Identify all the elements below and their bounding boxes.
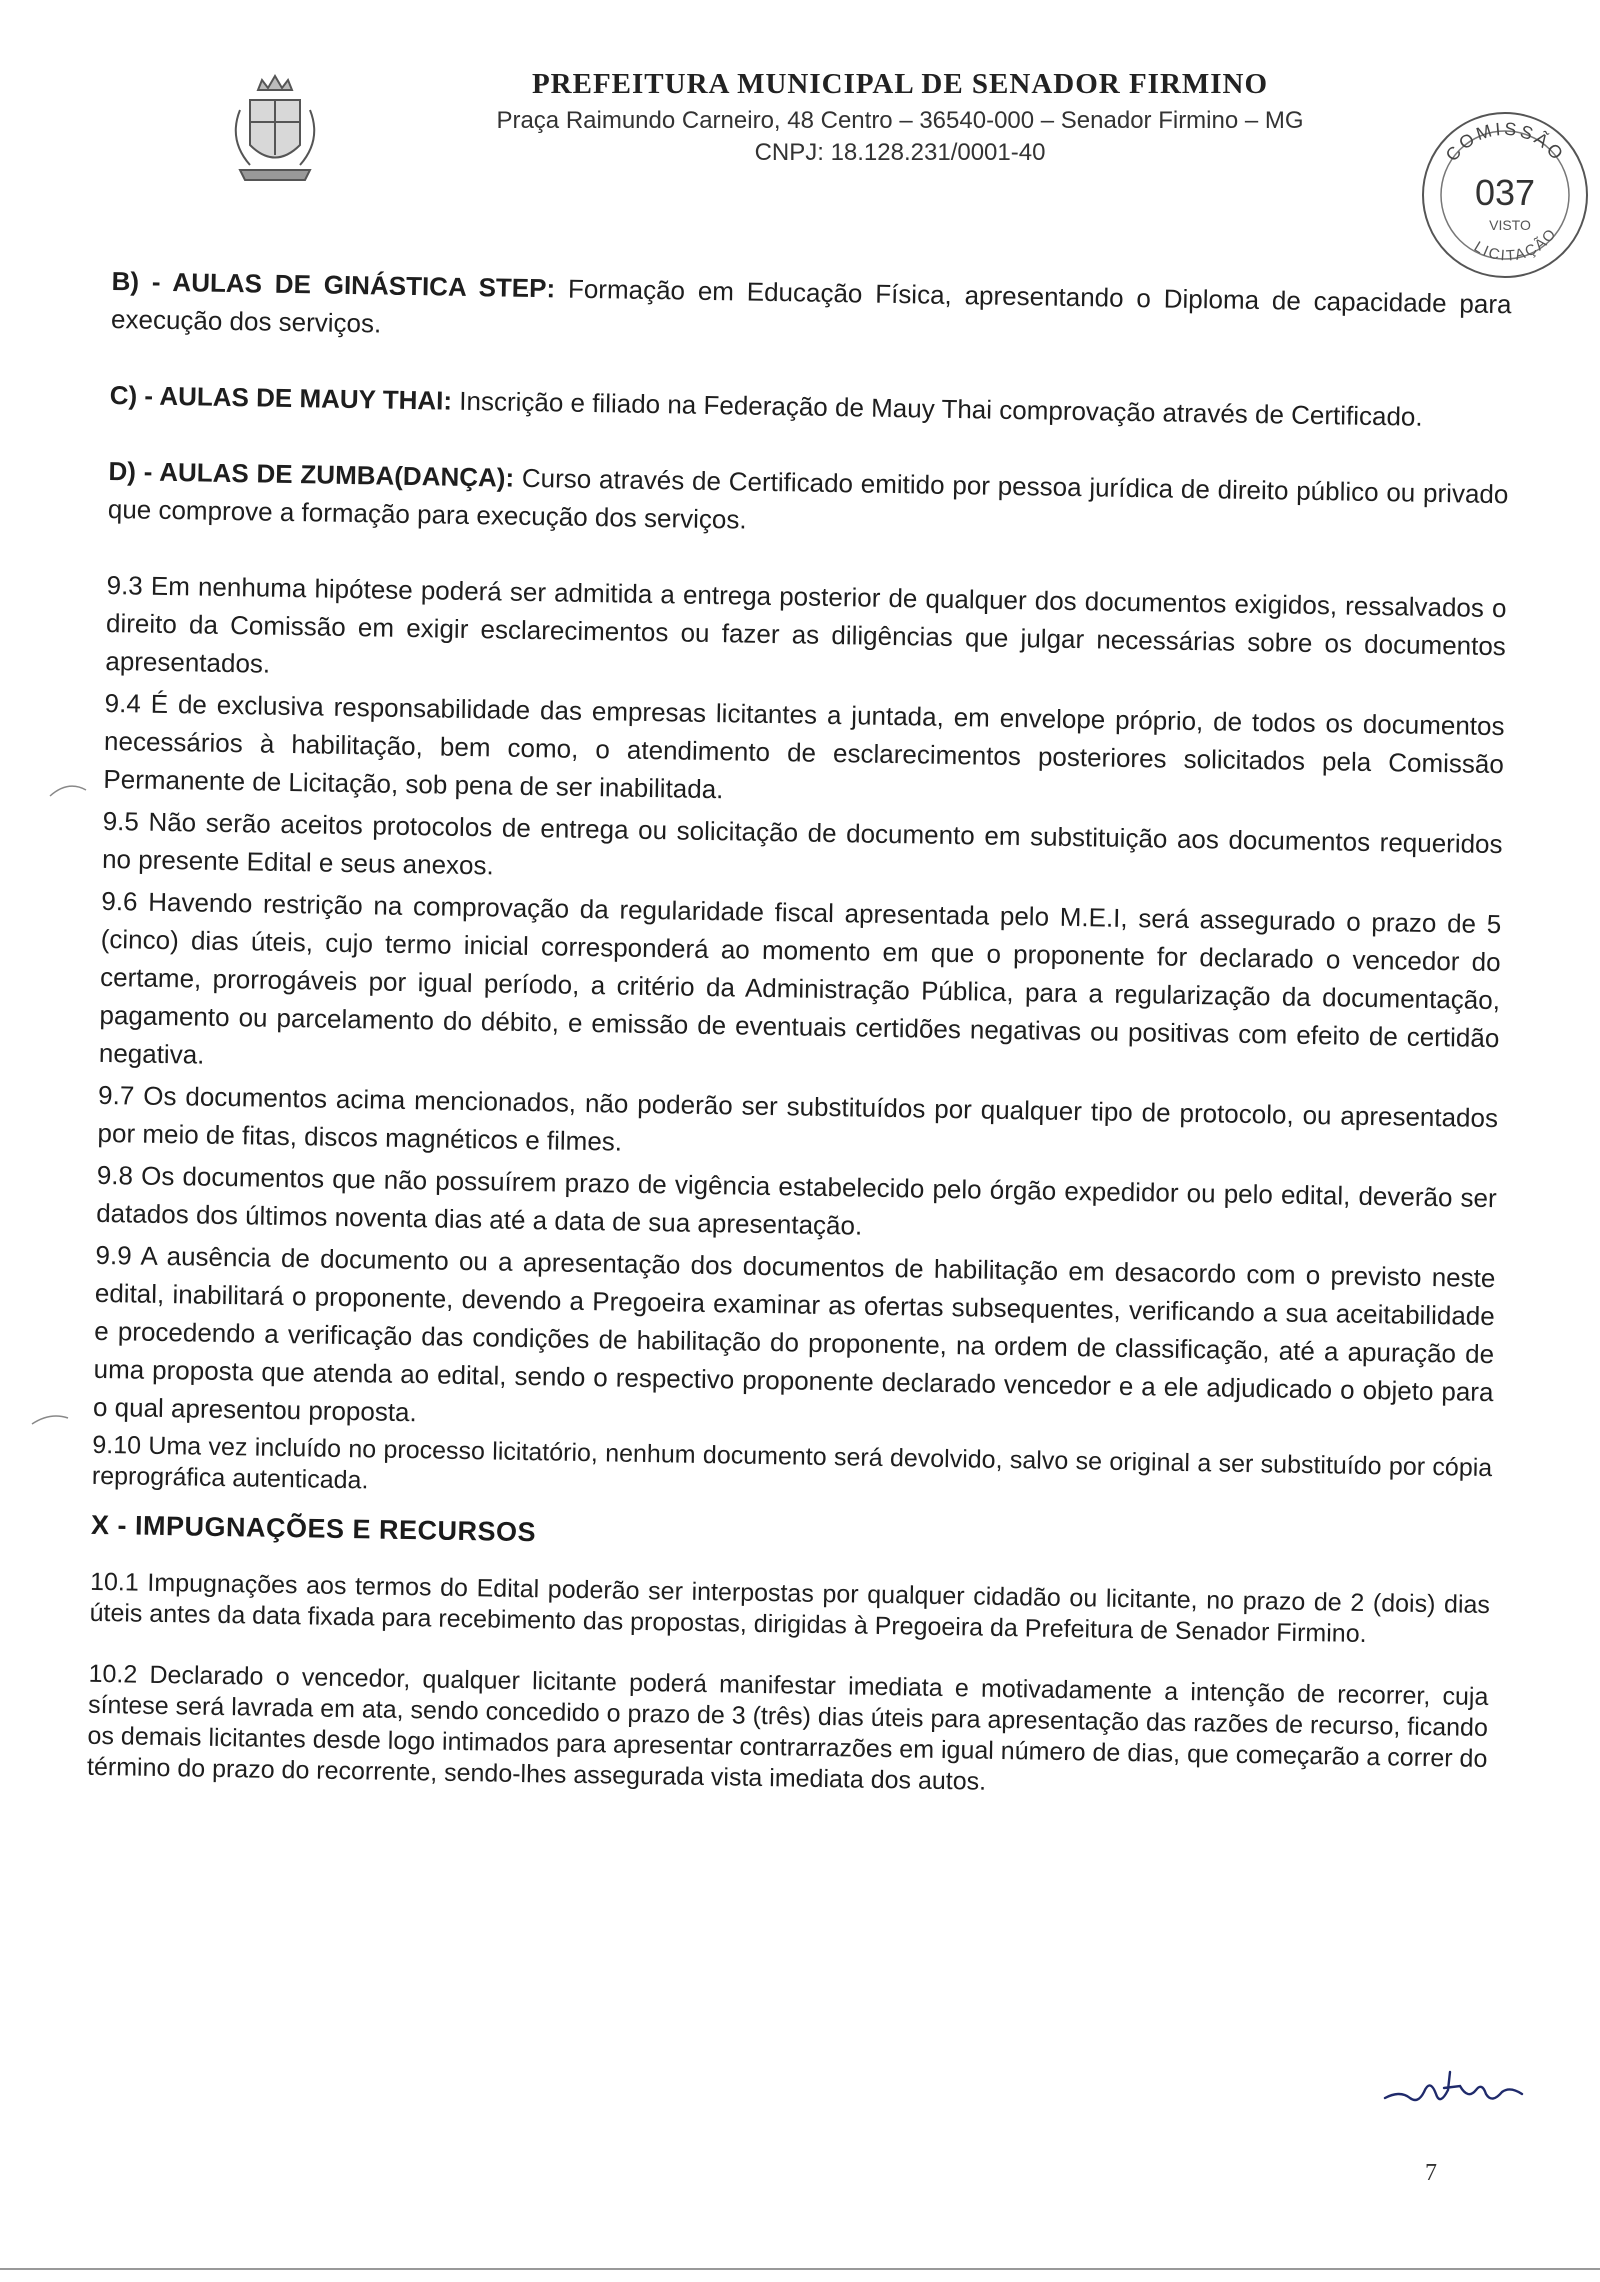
clause-number: 9.4 [104, 687, 142, 719]
scan-edge-line [0, 2268, 1600, 2270]
clause-9-4 [103, 684, 1505, 821]
clause-text: Em nenhuma hipótese poderá ser admitida a entrega posterior de qualquer dos documentos exigidos, ressalvados o direito da Comissão em exigir esclarecimentos ou fazer as diligências que julgar necessárias sobre os documentos apresentados. [105, 570, 1507, 679]
clause-text: Os documentos acima mencionados, não poderão ser substituídos por qualquer tipo de protocolo, ou apresentados por meio de fitas, discos magnéticos e filmes. [97, 1080, 1499, 1157]
clause-text: Impugnações aos termos do Edital poderão ser interpostas por qualquer cidadão ou licitante, no prazo de 2 (dois) dias úteis antes da data fixada para recebimento das propostas, dirigidas à Pregoeira da Prefeitura de Senador Firmino. [89, 1568, 1491, 1648]
stamp-middle-text: VISTO [1489, 217, 1531, 233]
stamp-number: 037 [1474, 172, 1536, 213]
clause-9-6 [99, 882, 1502, 1095]
organization-cnpj: CNPJ: 18.128.231/0001-40 [754, 139, 1046, 166]
municipal-coat-of-arms-icon [210, 70, 340, 190]
clause-9-3 [105, 566, 1507, 703]
section-c [109, 376, 1509, 437]
clause-number: 9.8 [96, 1159, 134, 1191]
section-x-title: X - IMPUGNAÇÕES E RECURSOS [90, 1509, 537, 1548]
margin-mark [48, 780, 88, 800]
page-number: 7 [1425, 2160, 1437, 2186]
section-c-text: Inscrição e filiado na Federação de Mauy Thai comprovação através de Certificado. [451, 385, 1423, 432]
clause-number: 10.1 [89, 1567, 140, 1597]
section-b-text: Formação em Educação Física, apresentando o Diploma de capacidade para execução dos serviços. [110, 273, 1512, 339]
stamp-bottom-text: LICITAÇÃO [1470, 224, 1561, 265]
clause-text: Havendo restrição na comprovação da regularidade fiscal apresentada pelo M.E.I, será assegurado o prazo de 5 (cinco) dias úteis, cujo termo inicial corresponderá ao momento em que o proponente for declarado o vencedor do certame, prorrogáveis por igual período, a critério da Administração Pública, para a regularização da documentação, pagamento ou parcelamento do débito, e emissão de eventuais certidões negativas ou positivas com efeito de certidão negativa. [98, 886, 1502, 1070]
clause-9-9 [93, 1236, 1496, 1449]
organization-name: PREFEITURA MUNICIPAL DE SENADOR FIRMINO [531, 68, 1269, 100]
commission-stamp [1415, 100, 1595, 280]
clause-number: 9.9 [95, 1239, 132, 1271]
clause-number: 9.6 [101, 885, 138, 917]
clause-10-1 [89, 1567, 1490, 1652]
clause-text: Uma vez incluído no processo licitatório, nenhum documento será devolvido, salvo se original a ser substituído por cópia reprográfica autenticada. [91, 1431, 1493, 1495]
stamp-top-text: COMISSÃO [1441, 118, 1569, 166]
letterhead-text [400, 68, 1400, 167]
clause-number: 10.2 [88, 1659, 138, 1689]
clause-text: A ausência de documento ou a apresentação dos documentos de habilitação em desacordo com o previsto neste edital, inabilitará o proponente, devendo a Pregoeira examinar as ofertas subsequentes, verificando a sua aceitabilidade e procedendo a verificação das condições de habilitação do proponente, na ordem de classificação, até a apuração de uma proposta que atenda ao edital, sendo o respectivo proponente declarado vencedor e a ele adjudicado o objeto para o qual apresentou proposta. [92, 1240, 1496, 1428]
clause-text: É de exclusiva responsabilidade das empresas licitantes a juntada, em envelope próprio, de todos os documentos necessários à habilitação, bem como, o atendimento de esclarecimentos posteriores solicitados pela Comissão Permanente de Licitação, sob pena de ser inabilitada. [103, 688, 1505, 805]
section-b [111, 262, 1512, 361]
clause-10-2 [87, 1659, 1489, 1806]
section-b-label: B) - AULAS DE GINÁSTICA STEP: [111, 265, 556, 304]
clause-text: Declarado o vencedor, qualquer licitante poderá manifestar imediata e motivadamente a intenção de recorrer, cuja síntese será lavrada em ata, sendo concedido o prazo de 3 (três) dias úteis para apresentação das razões de recurso, ficando os demais licitantes desde logo intimados para apresentar contrarrazões em igual número de dias, que começarão a correr do término do prazo do recorrente, sendo-lhes assegurada vista imediata dos autos. [86, 1660, 1489, 1796]
clause-text: Não serão aceitos protocolos de entrega ou solicitação de documento em substituição aos documentos requeridos no presente Edital e seus anexos. [101, 806, 1503, 881]
clause-number: 9.7 [97, 1079, 135, 1111]
section-d [108, 452, 1509, 551]
clause-number: 9.5 [102, 805, 140, 837]
margin-mark [30, 1410, 70, 1430]
letterhead [0, 60, 1600, 265]
section-d-text: Curso através de Certificado emitido por pessoa jurídica de direito público ou privado que comprove a formação para execução dos serviços. [107, 462, 1509, 535]
clause-number: 9.3 [106, 569, 144, 601]
section-d-label: D) - AULAS DE ZUMBA(DANÇA): [108, 455, 515, 493]
clause-text: Os documentos que não possuírem prazo de vigência estabelecido pelo órgão expedidor ou pelo edital, deverão ser datados dos últimos noventa dias até a data de sua apresentação. [95, 1160, 1497, 1241]
section-c-label: C) - AULAS DE MAUY THAI: [109, 379, 453, 416]
handwritten-signature-icon [1380, 2060, 1530, 2120]
clause-number: 9.10 [92, 1430, 142, 1460]
organization-address: Praça Raimundo Carneiro, 48 Centro – 36540-000 – Senador Firmino – MG [496, 107, 1304, 134]
document-body [87, 262, 1512, 1810]
